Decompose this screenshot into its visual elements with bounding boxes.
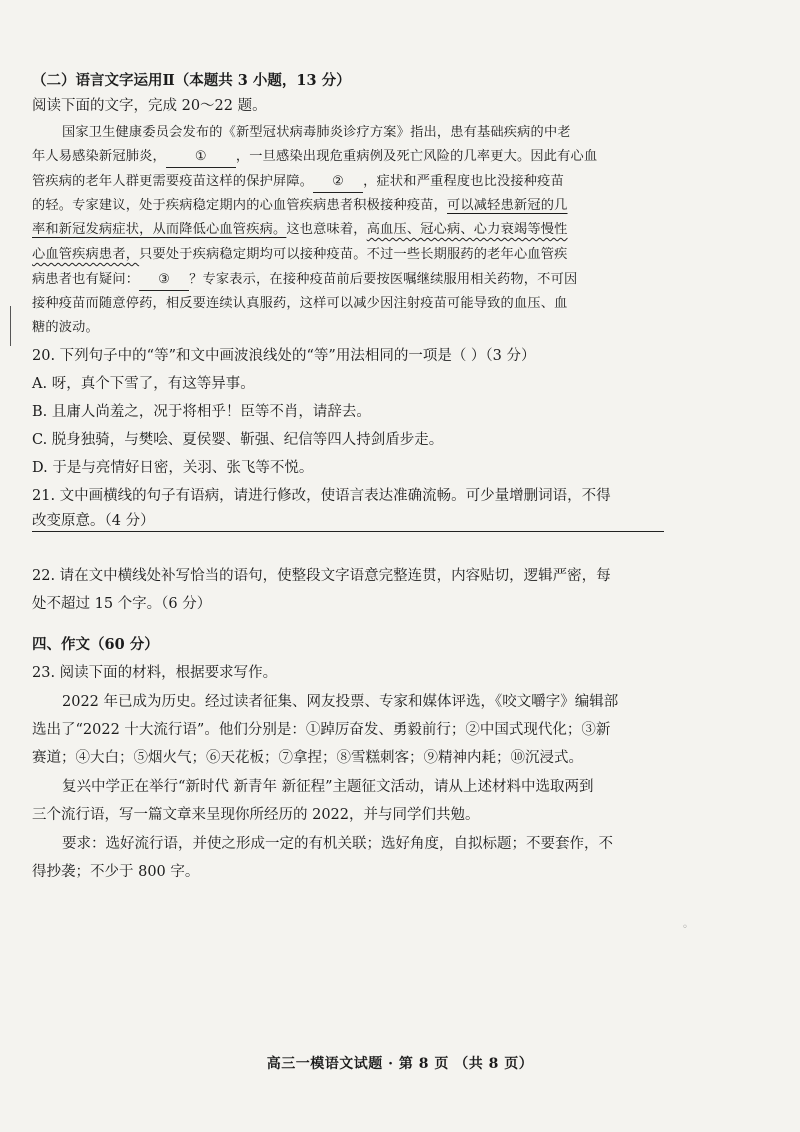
q23-stem: 23. 阅读下面的材料，根据要求写作。 xyxy=(32,665,278,681)
margin-scan-mark xyxy=(10,306,11,346)
section-2-title: （二）语言文字运用Ⅱ（本题共 3 小题，13 分） xyxy=(32,72,351,89)
section-2-instruction: 阅读下面的文字，完成 20～22 题。 xyxy=(32,98,267,114)
page-footer: 高三一模语文试题 · 第 8 页 （共 8 页） xyxy=(266,1056,534,1072)
q23-requirements-line-1: 要求：选好流行语，并使之形成一定的有机关联；选好角度，自拟标题；不要套作，不 xyxy=(62,836,613,852)
q21-stem-line-1: 21. 文中画横线的句子有语病，请进行修改，使语言表达准确流畅。可少量增删词语，不得 xyxy=(32,488,611,504)
q23-task-line-1: 复兴中学正在举行“新时代 新青年 新征程”主题征文活动，请从上述材料中选取两到 xyxy=(62,779,594,795)
passage-line-8: 接种疫苗而随意停药，相反要连续认真服药，这样可以减少因注射疫苗可能导致的血压、血 xyxy=(32,296,568,311)
wavy-underlined-phrase-part-2: 心血管疾病患者， xyxy=(32,247,140,262)
passage-line-9: 糖的波动。 xyxy=(32,320,99,335)
q23-task-line-2: 三个流行语，写一篇文章来呈现你所经历的 2022，并与同学们共勉。 xyxy=(32,807,480,823)
q23-material-line-2: 选出了“2022 十大流行语”。他们分别是：①踔厉奋发、勇毅前行；②中国式现代化；③新 xyxy=(32,722,611,738)
q23-material-line-3: 赛道；④大白；⑤烟火气；⑥天花板；⑦拿捏；⑧雪糕刺客；⑨精神内耗；⑩沉浸式。 xyxy=(32,750,583,766)
q20-stem: 20. 下列句子中的“等”和文中画波浪线处的“等”用法相同的一项是（ ）（3 分） xyxy=(32,348,536,364)
passage-line-7: 病患者也有疑问： ③ ？专家表示，在接种疫苗前后要按医嘱继续服用相关药物，不可因 xyxy=(32,270,577,291)
passage-line-5: 率和新冠发病症状，从而降低心血管疾病。这也意味着，高血压、冠心病、心力衰竭等慢性 xyxy=(32,222,568,237)
q23-material-line-1: 2022 年已成为历史。经过读者征集、网友投票、专家和媒体评选，《咬文嚼字》编辑部 xyxy=(62,694,619,710)
q23-requirements-line-2: 得抄袭；不少于 800 字。 xyxy=(32,864,200,880)
passage-line-3: 管疾病的老年人群更需要疫苗这样的保护屏障。 ② ，症状和严重程度也比没接种疫苗 xyxy=(32,172,564,193)
blank-1: ① xyxy=(166,147,236,168)
passage-line-6: 心血管疾病患者，只要处于疾病稳定期均可以接种疫苗。不过一些长期服药的老年心血管疾 xyxy=(32,247,568,262)
q20-option-a: A. 呀，真个下雪了，有这等异事。 xyxy=(32,376,255,392)
blank-3: ③ xyxy=(139,270,189,291)
scan-spot: ◦ xyxy=(682,922,688,933)
q20-option-b: B. 且庸人尚羞之，况于将相乎！臣等不肖，请辞去。 xyxy=(32,404,371,420)
wavy-underlined-phrase-part-1: 高血压、冠心病、心力衰竭等慢性 xyxy=(366,222,568,237)
underlined-sentence-part-2: 率和新冠发病症状，从而降低心血管疾病。 xyxy=(32,222,287,237)
section-4-title: 四、作文（60 分） xyxy=(32,636,159,653)
q22-stem-line-1: 22. 请在文中横线处补写恰当的语句，使整段文字语意完整连贯，内容贴切，逻辑严密，每 xyxy=(32,568,611,584)
underlined-sentence-part-1: 可以减轻患新冠的几 xyxy=(447,198,568,213)
q21-answer-line[interactable] xyxy=(32,531,664,532)
passage-line-4: 的轻。专家建议，处于疾病稳定期内的心血管疾病患者积极接种疫苗，可以减轻患新冠的几 xyxy=(32,198,568,213)
q22-stem-line-2: 处不超过 15 个字。（6 分） xyxy=(32,596,212,612)
passage-line-1: 国家卫生健康委员会发布的《新型冠状病毒肺炎诊疗方案》指出，患有基础疾病的中老 xyxy=(62,125,571,140)
q21-stem-line-2: 改变原意。（4 分） xyxy=(32,513,155,529)
q20-option-c: C. 脱身独骑，与樊哙、夏侯婴、靳强、纪信等四人持剑盾步走。 xyxy=(32,432,444,448)
passage-line-2: 年人易感染新冠肺炎， ① ，一旦感染出现危重病例及死亡风险的几率更大。因此有心血 xyxy=(32,147,597,168)
blank-2: ② xyxy=(313,172,363,193)
q20-option-d: D. 于是与亮情好日密，关羽、张飞等不悦。 xyxy=(32,460,314,476)
